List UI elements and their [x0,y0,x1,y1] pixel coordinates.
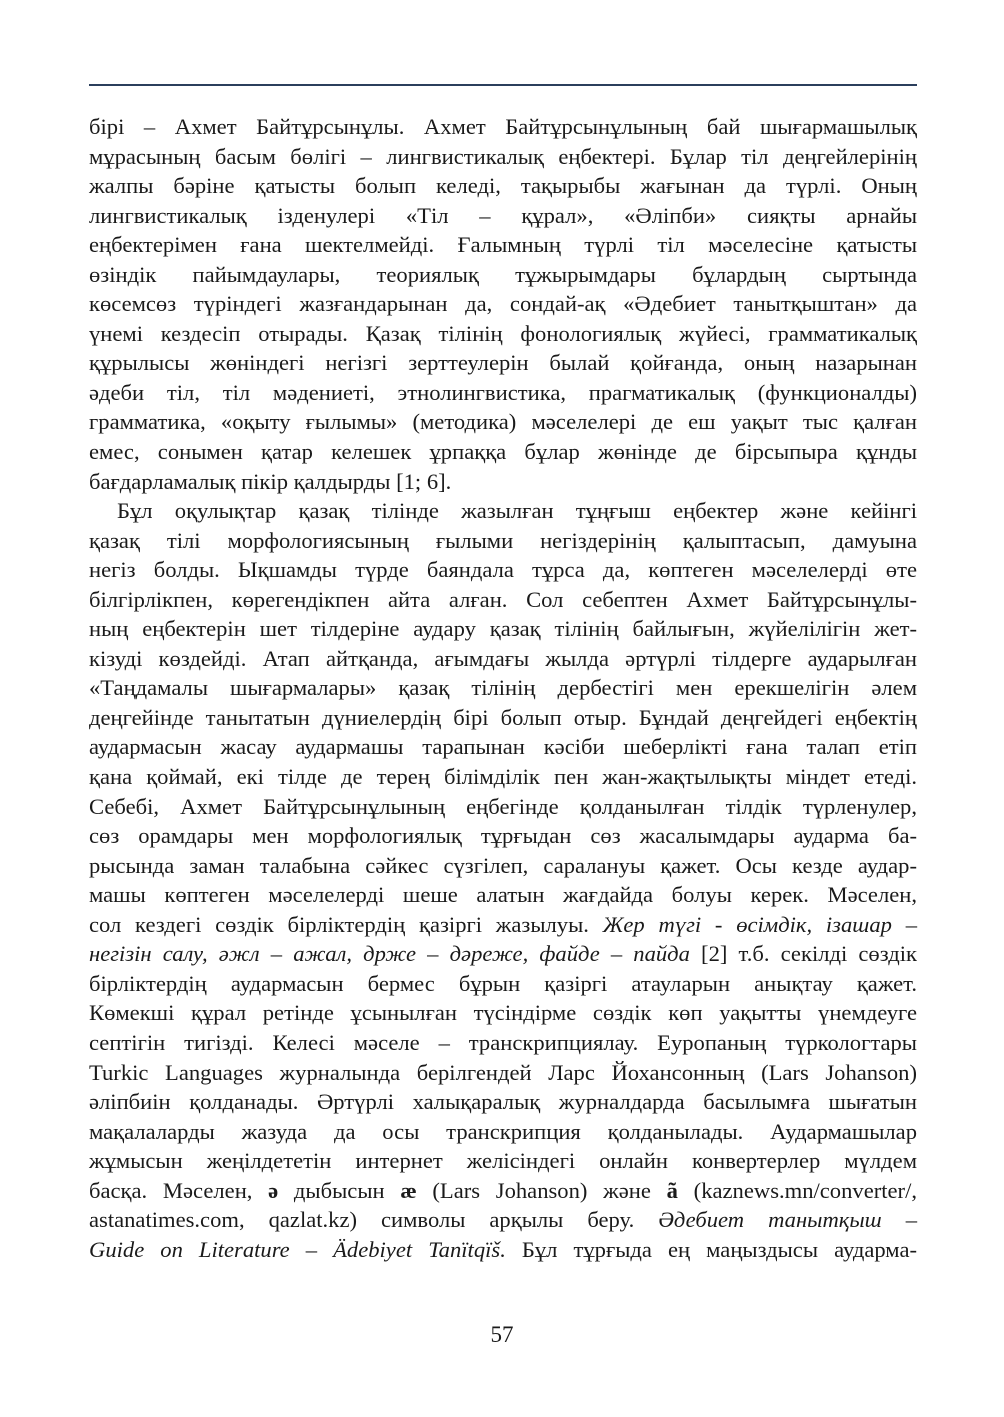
text-line: жұмысын жеңілдететін интернет желісіндегі онлайн конвертерлер мүлдем [89,1148,917,1174]
text-line: мұрасының басым бөлігі – лингвистикалық еңбектері. Бұлар тіл деңгейлерінің [89,143,917,169]
text-line: Бұл оқулықтар қазақ тілінде жазылған тұңғыш еңбектер және кейінгі [117,498,917,524]
text-line: грамматика, «оқыту ғылымы» (методика) мәселелері де еш уақыт тыс қалған [89,409,917,435]
text-line: деңгейінде танытатын дүниелердің бірі болып отыр. Бұндай деңгейдегі еңбектің [89,704,917,730]
plain-text: дыбысын [278,1177,401,1203]
text-line [89,1205,917,1235]
text-line: қана қоймай, екі тілде де терең білімділік пен жан-жақтылықты міндет етеді. [89,764,917,790]
text-line: бірі – Ахмет Байтұрсынұлы. Ахмет Байтұрсынұлының бай шығармашылық [89,114,917,139]
text-line [89,1176,917,1206]
paragraph-1 [89,112,917,496]
plain-text: [2] т.б. секілді сөздік [689,941,917,967]
italic-title: Әдебиет танытқыш – [658,1207,917,1233]
text-line: білгірлікпен, көрегендікпен айта алған. Сол себептен Ахмет Байтұрсынұлы- [89,586,917,612]
text-line: машы көптеген мәселелерді шеше алатын жағдайда болуы керек. Мәселен, [89,882,917,908]
text-line: бағдарламалық пікір қалдырды [1; 6]. [89,468,452,494]
text-line: қазақ тілі морфологиясының ғылыми негіздерінің қалыптасып, дамуына [89,527,917,553]
bold-symbol: æ [400,1177,417,1203]
text-line: кізуді көздейді. Атап айтқанда, ағымдағы жылда әртүрлі тілдерге аударылған [89,645,917,671]
plain-text: astanatimes.com, qazlat.kz) символы арқылы беру. [89,1207,659,1233]
plain-text: сол кездегі сөздік бірліктердің қазіргі жазылуы. [89,911,603,937]
plain-text: (kaznews.mn/converter/, [677,1177,918,1203]
text-line: емес, сонымен қатар келешек ұрпаққа бұлар жөнінде де бірсыпыра құнды [89,439,917,465]
plain-text: басқа. Мәселен, [89,1177,269,1203]
text-line: өзіндік пайымдаулары, теориялық тұжырымдары бұлардың сыртында [89,261,917,287]
header-rule [89,84,917,86]
page-number: 57 [490,1322,514,1347]
text-line: негіз болды. Ықшамды түрде баяндала тұрса да, көптеген мәселелерді өте [89,557,917,583]
bold-symbol: ã [666,1177,678,1203]
text-line: Көмекші құрал ретінде ұсынылған түсіндірме сөздік көп уақытты үнемдеуге [89,1000,917,1026]
text-line: құрылысы жөніндегі негізгі зерттеулерін былай қойғанда, оның назарынан [89,350,917,376]
italic-title: Guide on Literature – Ädebiyet Tanïtqïš. [89,1236,506,1262]
text-line: рысында заман талабына сәйкес сүзгілеп, саралануы қажет. Осы кезде аудар- [89,852,917,878]
text-line: көсемсөз түріндегі жазғандарынан да, сондай-ақ «Әдебиет танытқыштан» да [89,291,917,317]
plain-text: (Lars Johanson) және [416,1177,667,1203]
text-line: Себебі, Ахмет Байтұрсынұлының еңбегінде қолданылған тілдік түрленулер, [89,793,917,819]
bold-symbol: ə [268,1177,279,1203]
text-line: аудармасын жасау аудармашы тарапынан кәсіби шеберлікті ғана талап етіп [89,734,917,760]
text-line [89,910,917,940]
text-line: бірліктердің аудармасын бермес бұрын қазіргі атауларын анықтау қажет. [89,970,917,996]
text-line: мақалаларды жазуда да осы транскрипция қолданылады. Аудармашылар [89,1118,917,1144]
body-text [89,112,917,1264]
text-line: Turkic Languages журналында берілгендей Ларс Йохансонның (Lars Johanson) [89,1059,917,1085]
italic-example: негізін салу, әжл – ажал, држе – дәреже, файде – пайда [89,941,690,967]
text-line: сөз орамдары мен морфологиялық тұрғыдан сөз жасалымдары аударма ба- [89,823,917,849]
text-line: әдеби тіл, тіл мәдениеті, этнолингвистика, прагматикалық (функционалды) [89,379,917,405]
text-line: жалпы бәріне қатысты болып келеді, тақырыбы жағынан да түрлі. Оның [89,173,917,199]
text-line: лингвистикалық ізденулері «Тіл – құрал», «Әліпби» сияқты арнайы [89,202,917,228]
text-line: үнемі кездесіп отырады. Қазақ тілінің фонологиялық жүйесі, грамматикалық [89,320,917,346]
text-line: септігін тигізді. Келесі мәселе – транскрипциялау. Еуропаның түркологтары [89,1029,917,1055]
plain-text: Бұл тұрғыда ең маңыздысы аударма- [505,1236,917,1262]
text-line: ның еңбектерін шет тілдеріне аудару қазақ тілінің байлығын, жүйелілігін жет- [89,616,917,642]
text-line: еңбектерімен ғана шектелмейді. Ғалымның түрлі тіл мәселесіне қатысты [89,232,917,258]
text-line: «Таңдамалы шығармалары» қазақ тілінің дербестігі мен ерекшелігін әлем [89,675,917,701]
paragraph-2 [89,496,917,1264]
text-line: әліпбиін қолданады. Әртүрлі халықаралық журналдарда басылымға шығатын [89,1089,917,1115]
italic-example: Жер түгі - өсімдік, ізашар – [602,911,917,937]
text-line [89,1235,917,1265]
text-line [89,939,917,969]
